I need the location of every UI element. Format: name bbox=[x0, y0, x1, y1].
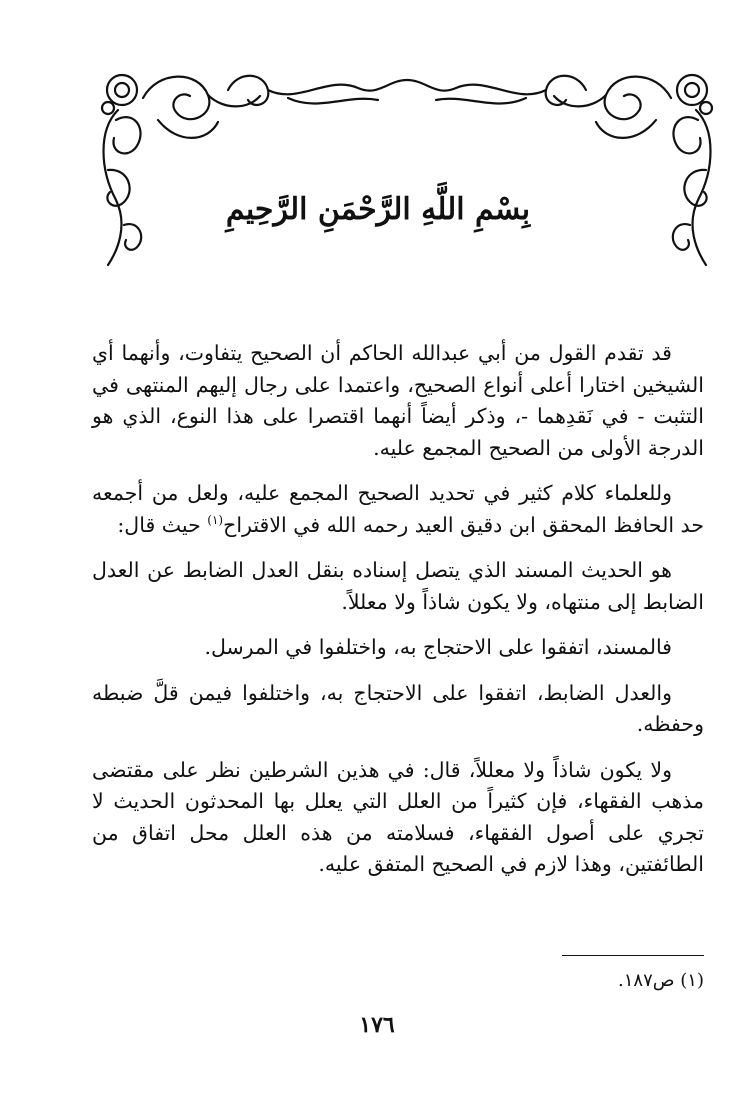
paragraph-2 bbox=[92, 478, 704, 541]
footnote: (١) ص١٨٧. bbox=[618, 970, 704, 991]
ornamental-header-frame bbox=[88, 50, 726, 275]
paragraph-5: والعدل الضابط، اتفقوا على الاحتجاج به، واختلفوا فيمن قلَّ ضبطه وحفظه. bbox=[92, 680, 704, 736]
paragraph-2-tail: حيث قال: bbox=[117, 512, 201, 537]
paragraph-1: قد تقدم القول من أبي عبدالله الحاكم أن الصحيح يتفاوت، وأنهما أي الشيخين اختارا أعلى أنواع الصحيح، واعتمدا على رجال إليهم المنتهى في التثبت - في نَقدِهما -، وذكر أيضاً أنهما اقتصرا على هذا النوع، الذي هو الدرجة الأولى من الصحيح المجمع عليه. bbox=[92, 341, 704, 460]
basmala-heading: بِسْمِ اللَّهِ الرَّحْمَنِ الرَّحِيمِ bbox=[225, 192, 531, 227]
page-number: ١٧٦ bbox=[359, 1012, 395, 1038]
footnote-reference: (١) bbox=[207, 512, 224, 527]
paragraph-3: هو الحديث المسند الذي يتصل إسناده بنقل العدل الضابط عن العدل الضابط إلى منتهاه، ولا يكون شاذاً ولا معللاً. bbox=[92, 558, 704, 614]
paragraph-6: ولا يكون شاذاً ولا معللاً، قال: في هذين الشرطين نظر على مقتضى مذهب الفقهاء، فإن كثيراً من العلل التي يعلل بها المحدثون الحديث لا تجري على أصول الفقهاء، فسلامته من هذه العلل محل اتفاق من الطائفتين، وهذا لازم في الصحيح المتفق عليه. bbox=[92, 757, 704, 876]
main-text bbox=[92, 338, 704, 895]
paragraph-2-text: وللعلماء كلام كثير في تحديد الصحيح المجمع عليه، ولعل من أجمعه حد الحافظ المحقق ابن دقيق العيد رحمه الله في الاقتراح bbox=[92, 481, 704, 537]
paragraph-4: فالمسند، اتفقوا على الاحتجاج به، واختلفوا في المرسل. bbox=[204, 635, 672, 659]
footnote-divider bbox=[562, 955, 704, 956]
